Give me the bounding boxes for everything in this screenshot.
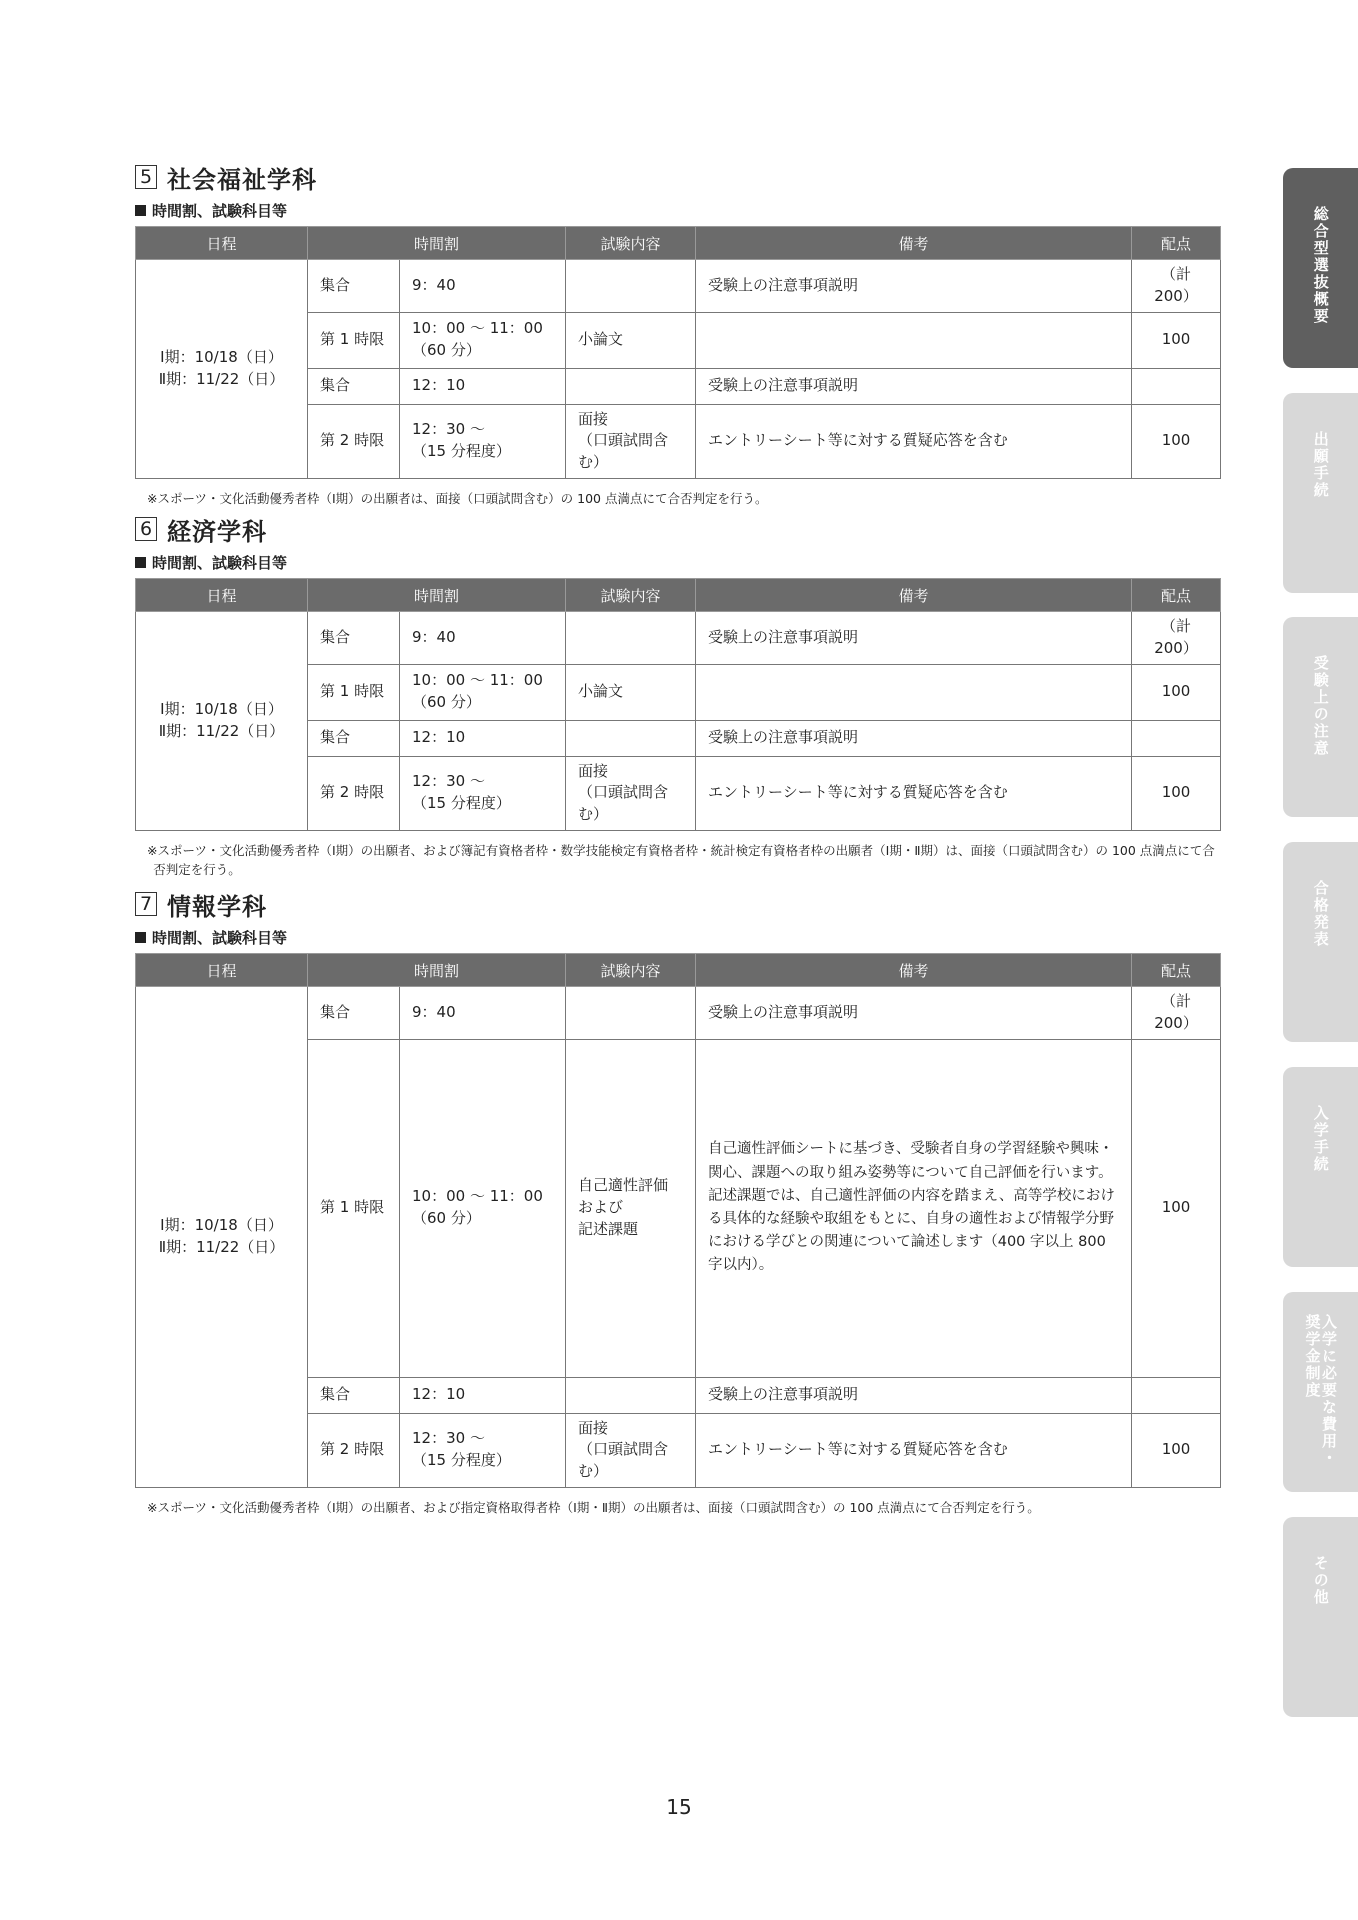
remarks-cell: エントリーシート等に対する質疑応答を含む <box>696 1413 1132 1487</box>
time-cell: 12：10 <box>400 1377 566 1413</box>
content-cell: 面接 （口頭試問含む） <box>566 1413 696 1487</box>
tab-label: 合格発表 <box>1311 880 1330 948</box>
time-cell: 10：00 ～ 11：00 （60 分） <box>400 664 566 720</box>
table-header <box>136 579 1221 612</box>
time-cell: 9：40 <box>400 612 566 665</box>
remarks-cell <box>696 664 1132 720</box>
schedule-table <box>135 226 1221 479</box>
tab-label: その他 <box>1311 1555 1330 1606</box>
schedule-cell <box>136 987 308 1488</box>
footnote: ※スポーツ・文化活動優秀者枠（Ⅰ期）の出願者、および簿記有資格者枠・数学技能検定有資格者枠・統計検定有資格者枠の出願者（Ⅰ期・Ⅱ期）は、面接（口頭試問含む）の 100 点満点にて合否判定を行う。 <box>147 842 1215 878</box>
time-cell: 12：30 ～ （15 分程度） <box>400 756 566 830</box>
content-cell <box>566 720 696 756</box>
schedule-cell <box>136 260 308 479</box>
header-content: 試験内容 <box>566 954 696 987</box>
time-cell: 10：00 ～ 11：00 （60 分） <box>400 1039 566 1377</box>
period-cell: 第 1 時限 <box>308 664 400 720</box>
points-cell: （計 200） <box>1132 260 1221 313</box>
time-cell: 12：10 <box>400 720 566 756</box>
period-cell: 第 2 時限 <box>308 1413 400 1487</box>
points-cell: 100 <box>1132 1039 1221 1377</box>
tab-application[interactable] <box>1283 393 1358 593</box>
points-cell: 100 <box>1132 404 1221 478</box>
page-number: 15 <box>666 1795 692 1819</box>
section-number: 5 <box>135 165 157 189</box>
points-cell: 100 <box>1132 1413 1221 1487</box>
points-cell: 100 <box>1132 312 1221 368</box>
square-bullet-icon <box>135 932 146 943</box>
subtitle <box>135 927 1220 948</box>
header-content: 試験内容 <box>566 227 696 260</box>
tab-label: 入学に必要な費用・奨学金制度 <box>1303 1314 1338 1467</box>
tab-label: 総合型選抜概要 <box>1311 206 1330 325</box>
remarks-cell: 受験上の注意事項説明 <box>696 987 1132 1040</box>
schedule-table <box>135 578 1221 831</box>
header-points: 配点 <box>1132 227 1221 260</box>
section-number: 7 <box>135 892 157 916</box>
period-cell: 第 2 時限 <box>308 756 400 830</box>
remarks-cell: 受験上の注意事項説明 <box>696 368 1132 404</box>
tab-overview[interactable] <box>1283 168 1358 368</box>
points-cell: 100 <box>1132 664 1221 720</box>
time-cell: 9：40 <box>400 987 566 1040</box>
points-cell <box>1132 368 1221 404</box>
content-cell <box>566 368 696 404</box>
points-cell: （計 200） <box>1132 612 1221 665</box>
subtitle-text: 時間割、試験科目等 <box>152 554 288 572</box>
square-bullet-icon <box>135 557 146 568</box>
content-cell <box>566 987 696 1040</box>
header-date: 日程 <box>136 579 308 612</box>
section-6 <box>135 512 1220 880</box>
points-cell: （計 200） <box>1132 987 1221 1040</box>
schedule-text: Ⅰ期：10/18（日） Ⅱ期：11/22（日） <box>158 348 285 388</box>
content-cell: 小論文 <box>566 664 696 720</box>
tab-label: 出願手続 <box>1311 431 1330 499</box>
schedule-table <box>135 953 1221 1488</box>
tab-label: 受験上の注意 <box>1311 655 1330 757</box>
footnote: ※スポーツ・文化活動優秀者枠（Ⅰ期）の出願者は、面接（口頭試問含む）の 100 点満点にて合否判定を行う。 <box>147 490 768 506</box>
tab-other[interactable] <box>1283 1517 1358 1717</box>
table-header <box>136 227 1221 260</box>
content-cell: 面接 （口頭試問含む） <box>566 404 696 478</box>
content-cell <box>566 612 696 665</box>
points-cell: 100 <box>1132 756 1221 830</box>
header-timetable: 時間割 <box>308 579 566 612</box>
table-header <box>136 954 1221 987</box>
period-cell: 集合 <box>308 368 400 404</box>
period-cell: 集合 <box>308 612 400 665</box>
header-points: 配点 <box>1132 954 1221 987</box>
period-cell: 集合 <box>308 260 400 313</box>
period-cell: 第 1 時限 <box>308 312 400 368</box>
header-date: 日程 <box>136 954 308 987</box>
remarks-cell: 受験上の注意事項説明 <box>696 260 1132 313</box>
schedule-text: Ⅰ期：10/18（日） Ⅱ期：11/22（日） <box>158 700 285 740</box>
period-cell: 集合 <box>308 720 400 756</box>
period-cell: 集合 <box>308 987 400 1040</box>
subtitle-text: 時間割、試験科目等 <box>152 202 288 220</box>
points-cell <box>1132 1377 1221 1413</box>
header-remarks: 備考 <box>696 579 1132 612</box>
section-5 <box>135 160 1220 508</box>
section-title <box>135 160 1220 194</box>
footnote: ※スポーツ・文化活動優秀者枠（Ⅰ期）の出願者、および指定資格取得者枠（Ⅰ期・Ⅱ期）の出願者は、面接（口頭試問含む）の 100 点満点にて合否判定を行う。 <box>147 1499 1040 1515</box>
tab-costs-scholarship[interactable] <box>1283 1292 1358 1492</box>
header-content: 試験内容 <box>566 579 696 612</box>
period-cell: 集合 <box>308 1377 400 1413</box>
section-name: 社会福祉学科 <box>167 165 317 194</box>
remarks-cell: 自己適性評価シートに基づき、受験者自身の学習経験や興味・関心、課題への取り組み姿勢等について自己評価を行います。 記述課題では、自己適性評価の内容を踏まえ、高等学校における具体的な経験や取組をもとに、自身の適性および情報学分野における学びとの関連について論述します（400 字以上 800 字以内）。 <box>696 1039 1132 1377</box>
remarks-cell: エントリーシート等に対する質疑応答を含む <box>696 756 1132 830</box>
remarks-cell: 受験上の注意事項説明 <box>696 612 1132 665</box>
points-cell <box>1132 720 1221 756</box>
tab-label: 入学手続 <box>1311 1105 1330 1173</box>
time-cell: 9：40 <box>400 260 566 313</box>
section-name: 情報学科 <box>167 892 267 921</box>
content-cell: 面接 （口頭試問含む） <box>566 756 696 830</box>
table-row <box>136 612 1221 665</box>
square-bullet-icon <box>135 205 146 216</box>
remarks-cell: 受験上の注意事項説明 <box>696 1377 1132 1413</box>
time-cell: 12：30 ～ （15 分程度） <box>400 404 566 478</box>
tab-exam-notes[interactable] <box>1283 617 1358 817</box>
time-cell: 12：10 <box>400 368 566 404</box>
header-date: 日程 <box>136 227 308 260</box>
remarks-cell <box>696 312 1132 368</box>
schedule-text: Ⅰ期：10/18（日） Ⅱ期：11/22（日） <box>158 1216 285 1256</box>
time-cell: 12：30 ～ （15 分程度） <box>400 1413 566 1487</box>
header-remarks: 備考 <box>696 954 1132 987</box>
header-points: 配点 <box>1132 579 1221 612</box>
content-cell <box>566 1377 696 1413</box>
table-row <box>136 260 1221 313</box>
chapter-tabs <box>1283 0 1358 1920</box>
section-name: 経済学科 <box>167 517 267 546</box>
period-cell: 第 2 時限 <box>308 404 400 478</box>
header-timetable: 時間割 <box>308 227 566 260</box>
header-remarks: 備考 <box>696 227 1132 260</box>
header-timetable: 時間割 <box>308 954 566 987</box>
subtitle <box>135 200 1220 221</box>
subtitle <box>135 552 1220 573</box>
remarks-cell: エントリーシート等に対する質疑応答を含む <box>696 404 1132 478</box>
content-cell: 自己適性評価 および 記述課題 <box>566 1039 696 1377</box>
subtitle-text: 時間割、試験科目等 <box>152 929 288 947</box>
table-row <box>136 987 1221 1040</box>
remarks-cell: 受験上の注意事項説明 <box>696 720 1132 756</box>
content-cell <box>566 260 696 313</box>
time-cell: 10：00 ～ 11：00 （60 分） <box>400 312 566 368</box>
section-title <box>135 887 1220 921</box>
tab-enrollment[interactable] <box>1283 1067 1358 1267</box>
content-cell: 小論文 <box>566 312 696 368</box>
period-cell: 第 1 時限 <box>308 1039 400 1377</box>
section-title <box>135 512 1220 546</box>
tab-results[interactable] <box>1283 842 1358 1042</box>
section-7 <box>135 887 1220 1517</box>
section-number: 6 <box>135 517 157 541</box>
schedule-cell <box>136 612 308 831</box>
